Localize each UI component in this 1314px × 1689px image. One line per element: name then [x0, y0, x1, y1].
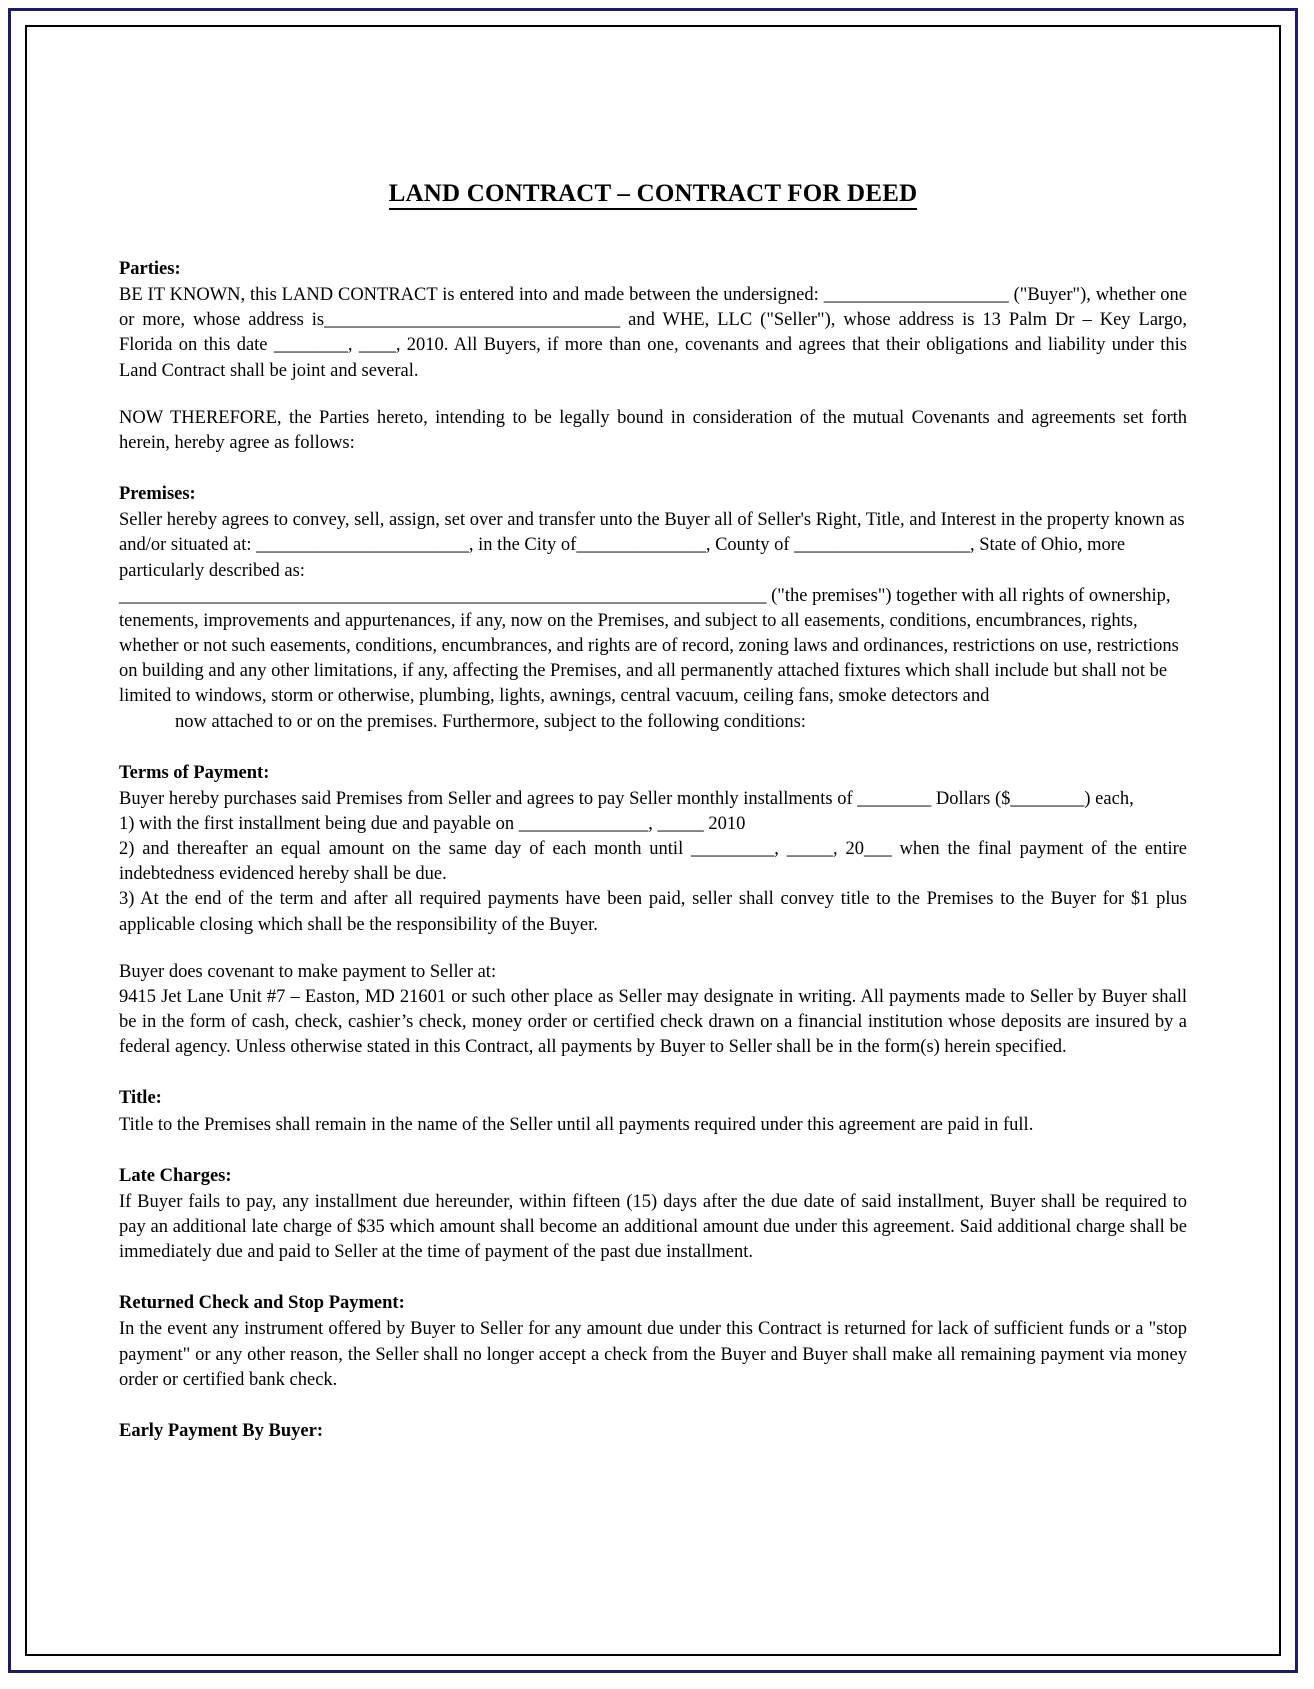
- section-heading-title: Title:: [119, 1088, 162, 1109]
- parties-paragraph-1: BE IT KNOWN, this LAND CONTRACT is entered into and made between the undersigned: ____________________ ("Buyer"), whether one or more, whose address is________________________________ and WHE, LLC ("Seller"), whose address is 13 Palm Dr – Key Largo, Florida on this date ________, ____, 2010. All Buyers, if more than one, covenants and agrees that their obligations and liability under this Land Contract shall be joint and several.: [119, 285, 1187, 381]
- returned-check-paragraph-1: In the event any instrument offered by Buyer to Seller for any amount due under this Contract is returned for lack of sufficient funds or a "stop payment" or any other reason, the Seller shall no longer accept a check from the Buyer and Buyer shall make all remaining payment via money order or certified bank check.: [119, 1319, 1187, 1390]
- premises-paragraph-3: [119, 710, 1187, 735]
- spacer: [119, 384, 1187, 406]
- spacer: [119, 735, 1187, 761]
- premises-paragraph-3-text: now attached to or on the premises. Furthermore, subject to the following conditions:: [175, 711, 806, 732]
- spacer: [119, 938, 1187, 960]
- page-inner-border: [25, 25, 1281, 1656]
- late-charges-paragraph-1: If Buyer fails to pay, any installment due hereunder, within fifteen (15) days after the due date of said installment, Buyer shall be required to pay an additional late charge of $35 which amount shall become an additional amount due under this agreement. Said additional charge shall be immediately due and paid to Seller at the time of payment of the past due installment.: [119, 1191, 1187, 1263]
- section-heading-parties: Parties:: [119, 259, 181, 279]
- document-page: [27, 27, 1279, 1654]
- section-heading-terms-of-payment: Terms of Payment:: [119, 762, 270, 783]
- terms-item-2: 2) and thereafter an equal amount on the same day of each month until _________, _____, 20___ when the final payment of the entire indebtedness evidenced hereby shall be due.: [119, 839, 1187, 885]
- parties-paragraph-2: NOW THEREFORE, the Parties hereto, intending to be legally bound in consideration of the mutual Covenants and agreements set forth herein, hereby agree as follows:: [119, 407, 1187, 453]
- premises-paragraph-2: ______________________________________________________________________ ("the premises") together with all rights of ownership, tenements, improvements and appurtenances, if any, now on the Premises, and subject to all easements, conditions, encumbrances, rights, whether or not such easements, conditions, encumbrances, and rights are of record, zoning laws and ordinances, restrictions on use, restrictions on building and any other limitations, if any, affecting the Premises, and all permanently attached fixtures which shall include but shall not be limited to windows, storm or otherwise, plumbing, lights, awnings, central vacuum, ceiling fans, smoke detectors and: [119, 585, 1179, 707]
- terms-paragraph-3: 9415 Jet Lane Unit #7 – Easton, MD 21601 or such other place as Seller may designate in writing. All payments made to Seller by Buyer shall be in the form of cash, check, cashier’s check, money order or certified check drawn on a financial institution whose deposits are insured by a federal agency. Unless otherwise stated in this Contract, all payments by Buyer to Seller shall be in the form(s) herein specified.: [119, 986, 1187, 1058]
- terms-paragraph-2: Buyer does covenant to make payment to Seller at:: [119, 961, 497, 982]
- section-heading-early-payment: Early Payment By Buyer:: [119, 1420, 323, 1441]
- page-title: [119, 177, 1187, 211]
- premises-paragraph-1: Seller hereby agrees to convey, sell, assign, set over and transfer unto the Buyer all of Seller's Right, Title, and Interest in the property known as and/or situated at: _______________________, in the City of______________, County of ___________________, State of Ohio, more particularly described as:: [119, 510, 1185, 581]
- spacer: [119, 456, 1187, 482]
- terms-item-1: 1) with the first installment being due and payable on ______________, _____ 2010: [119, 813, 746, 834]
- terms-item-3: 3) At the end of the term and after all required payments have been paid, seller shall convey title to the Premises to the Buyer for $1 plus applicable closing which shall be the responsibility of the Buyer.: [119, 889, 1187, 935]
- section-heading-returned-check: Returned Check and Stop Payment:: [119, 1293, 405, 1314]
- section-heading-premises: Premises:: [119, 484, 196, 505]
- title-paragraph-1: Title to the Premises shall remain in the name of the Seller until all payments required under this agreement are paid in full.: [119, 1114, 1034, 1135]
- page-outer-border: [8, 8, 1298, 1673]
- spacer: [119, 1060, 1187, 1086]
- section-heading-late-charges: Late Charges:: [119, 1165, 232, 1186]
- spacer: [119, 1138, 1187, 1164]
- spacer: [119, 1265, 1187, 1291]
- page-title-text: LAND CONTRACT – CONTRACT FOR DEED: [389, 180, 918, 210]
- spacer: [119, 1393, 1187, 1419]
- terms-paragraph-1: Buyer hereby purchases said Premises from Seller and agrees to pay Seller monthly installments of ________ Dollars ($________) each,: [119, 788, 1134, 809]
